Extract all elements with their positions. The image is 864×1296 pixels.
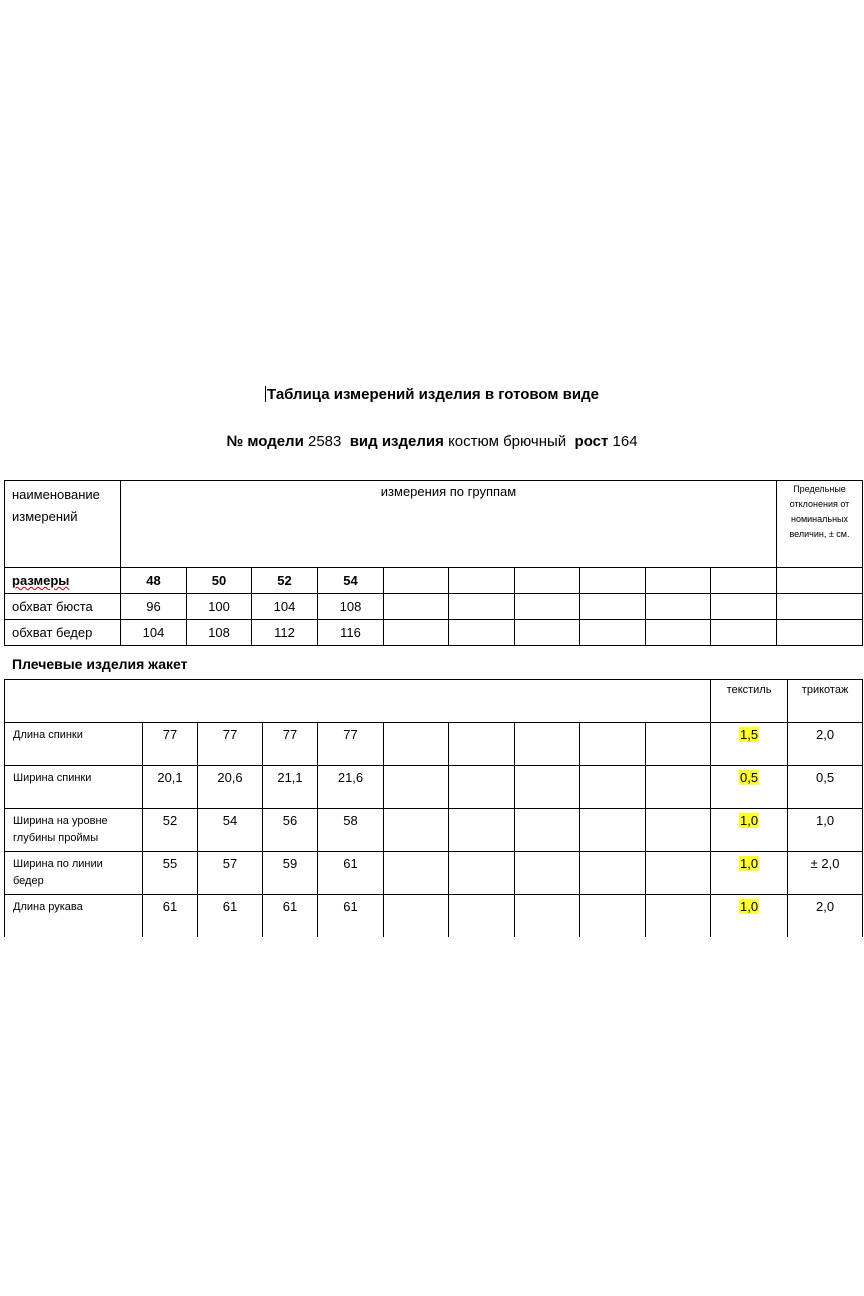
- empty-cell: [449, 809, 515, 852]
- cell: 54: [198, 809, 263, 852]
- empty-cell: [580, 852, 646, 895]
- empty-cell: [449, 895, 515, 938]
- empty-cell: [646, 852, 711, 895]
- cell: 57: [198, 852, 263, 895]
- height-label: рост: [574, 433, 609, 450]
- table-row: [5, 766, 863, 809]
- cell: 108: [318, 594, 384, 620]
- knit-cell: 0,5: [788, 766, 863, 809]
- textile-cell: [711, 723, 788, 766]
- empty-cell: [646, 766, 711, 809]
- cell: 104: [252, 594, 318, 620]
- page-title: Таблица измерений изделия в готовом виде: [267, 386, 599, 403]
- cell: 104: [121, 620, 187, 646]
- type-value: костюм брючный: [448, 433, 567, 450]
- empty-cell: [515, 895, 580, 938]
- cell: 96: [121, 594, 187, 620]
- empty-cell: [5, 680, 711, 723]
- cell: 61: [318, 895, 384, 938]
- empty-cell: [646, 723, 711, 766]
- empty-cell: [449, 594, 515, 620]
- empty-cell: [580, 568, 646, 594]
- knit-cell: 2,0: [788, 723, 863, 766]
- textile-cell: [711, 809, 788, 852]
- empty-cell: [580, 766, 646, 809]
- knit-cell: 2,0: [788, 895, 863, 938]
- table-row: [5, 895, 863, 938]
- height-value: 164: [612, 433, 638, 450]
- knit-cell: 1,0: [788, 809, 863, 852]
- empty-cell: [515, 809, 580, 852]
- empty-cell: [580, 594, 646, 620]
- table-row: [5, 809, 863, 852]
- empty-cell: [449, 766, 515, 809]
- highlighted-value: 1,0: [740, 899, 759, 914]
- highlighted-value: 1,0: [740, 856, 759, 871]
- empty-cell: [384, 620, 449, 646]
- header-textile: текстиль: [711, 680, 788, 723]
- table-row: [5, 568, 863, 594]
- empty-cell: [515, 852, 580, 895]
- cell: 21,6: [318, 766, 384, 809]
- row-label: Длина спинки: [5, 723, 143, 766]
- cell: 61: [143, 895, 198, 938]
- cell: 61: [263, 895, 318, 938]
- textile-cell: [711, 766, 788, 809]
- empty-cell: [384, 895, 449, 938]
- table-row: [5, 852, 863, 895]
- empty-cell: [384, 852, 449, 895]
- type-label: вид изделия: [349, 433, 444, 450]
- size-groups-table: [4, 480, 863, 646]
- text-cursor: [265, 386, 266, 402]
- empty-cell: [580, 723, 646, 766]
- cell: 116: [318, 620, 384, 646]
- empty-cell: [580, 620, 646, 646]
- empty-cell: [384, 723, 449, 766]
- table-row: [5, 620, 863, 646]
- cell: 108: [187, 620, 252, 646]
- row-label: Ширина по линии бедер: [5, 852, 143, 895]
- row-label: обхват бюста: [5, 594, 121, 620]
- row-label: обхват бедер: [5, 620, 121, 646]
- textile-cell: [711, 852, 788, 895]
- cell: 58: [318, 809, 384, 852]
- header-measurement-name: наименование измерений: [5, 481, 121, 568]
- row-label: Ширина на уровне глубины проймы: [5, 809, 143, 852]
- empty-cell: [515, 620, 580, 646]
- empty-cell: [515, 594, 580, 620]
- empty-cell: [777, 594, 863, 620]
- highlighted-value: 1,0: [740, 813, 759, 828]
- empty-cell: [580, 809, 646, 852]
- empty-cell: [580, 895, 646, 938]
- cell: 77: [143, 723, 198, 766]
- empty-cell: [384, 594, 449, 620]
- cell: 52: [143, 809, 198, 852]
- cell: 48: [121, 568, 187, 594]
- highlighted-value: 1,5: [740, 727, 759, 742]
- cell: 54: [318, 568, 384, 594]
- section-title: Плечевые изделия жакет: [12, 656, 188, 672]
- header-groups: измерения по группам: [121, 481, 777, 568]
- textile-cell: [711, 895, 788, 938]
- cell: 55: [143, 852, 198, 895]
- cell: 77: [198, 723, 263, 766]
- empty-cell: [711, 620, 777, 646]
- table-row: [5, 723, 863, 766]
- knit-cell: ± 2,0: [788, 852, 863, 895]
- cell: 112: [252, 620, 318, 646]
- model-value: 2583: [307, 433, 342, 450]
- cell: 61: [318, 852, 384, 895]
- row-label: Ширина спинки: [5, 766, 143, 809]
- cell: 50: [187, 568, 252, 594]
- empty-cell: [646, 620, 711, 646]
- empty-cell: [384, 568, 449, 594]
- empty-cell: [777, 568, 863, 594]
- empty-cell: [515, 766, 580, 809]
- empty-cell: [515, 723, 580, 766]
- empty-cell: [777, 620, 863, 646]
- empty-cell: [646, 594, 711, 620]
- cell: 61: [198, 895, 263, 938]
- model-info: [0, 433, 864, 450]
- empty-cell: [646, 809, 711, 852]
- row-label: размеры: [5, 568, 121, 594]
- header-knit: трикотаж: [788, 680, 863, 723]
- empty-cell: [449, 568, 515, 594]
- table-header-row: [5, 680, 863, 723]
- table-header-row: [5, 481, 863, 568]
- cell: 59: [263, 852, 318, 895]
- empty-cell: [646, 568, 711, 594]
- cell: 52: [252, 568, 318, 594]
- empty-cell: [711, 594, 777, 620]
- empty-cell: [711, 568, 777, 594]
- empty-cell: [449, 620, 515, 646]
- cell: 20,6: [198, 766, 263, 809]
- row-label: Длина рукава: [5, 895, 143, 938]
- empty-cell: [384, 766, 449, 809]
- cell: 56: [263, 809, 318, 852]
- header-deviation: Предельные отклонения от номинальных величин, ± см.: [777, 481, 863, 568]
- cell: 20,1: [143, 766, 198, 809]
- model-label: № модели: [226, 433, 304, 450]
- cell: 77: [318, 723, 384, 766]
- empty-cell: [449, 852, 515, 895]
- highlighted-value: 0,5: [740, 770, 759, 785]
- empty-cell: [384, 809, 449, 852]
- cell: 77: [263, 723, 318, 766]
- table-row: [5, 594, 863, 620]
- cell: 21,1: [263, 766, 318, 809]
- cell: 100: [187, 594, 252, 620]
- empty-cell: [515, 568, 580, 594]
- jacket-measurements-table: [4, 679, 863, 937]
- empty-cell: [646, 895, 711, 938]
- empty-cell: [449, 723, 515, 766]
